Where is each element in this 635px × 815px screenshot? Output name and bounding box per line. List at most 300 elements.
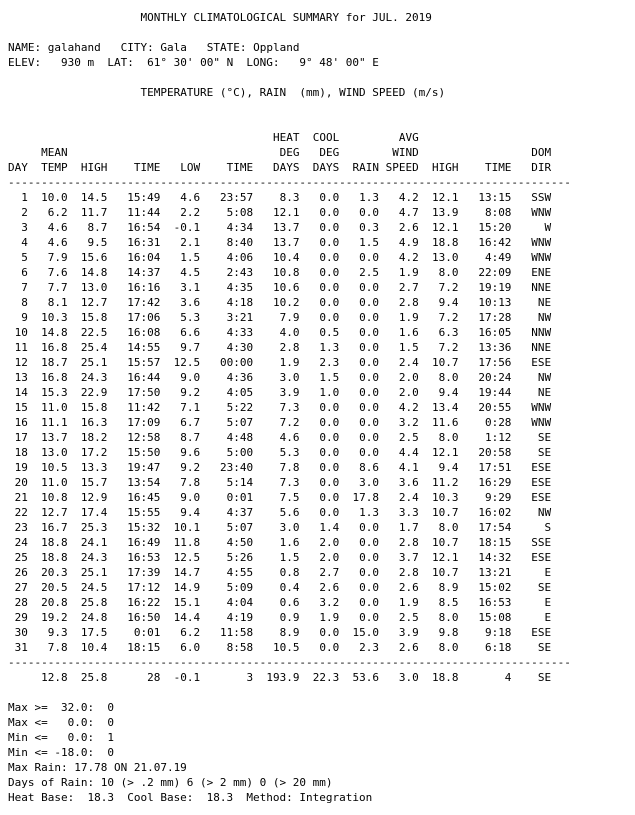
table-cell: 20:55 bbox=[458, 401, 512, 414]
table-cell: 3.0 bbox=[253, 521, 300, 534]
table-cell: ESE bbox=[511, 476, 552, 489]
table-cell: 28 bbox=[8, 596, 28, 609]
header-cell bbox=[253, 116, 299, 129]
table-cell: 24 bbox=[8, 536, 28, 549]
table-row bbox=[8, 280, 628, 295]
table-cell: 7.2 bbox=[418, 341, 459, 354]
table-cell: 0.0 bbox=[299, 296, 340, 309]
table-cell: 8.7 bbox=[67, 221, 108, 234]
table-cell: 0.0 bbox=[299, 251, 340, 264]
table-cell: 12 bbox=[8, 356, 28, 369]
table-cell: 15.8 bbox=[67, 311, 108, 324]
table-cell: 4:05 bbox=[200, 386, 254, 399]
table-cell: 9.4 bbox=[160, 506, 201, 519]
table-cell: 16:49 bbox=[107, 536, 161, 549]
station-name: galahand bbox=[47, 41, 101, 54]
table-cell: 0.0 bbox=[339, 536, 379, 549]
table-cell: SSW bbox=[511, 191, 552, 204]
table-cell: 4:50 bbox=[200, 536, 254, 549]
table-cell: 30 bbox=[8, 626, 28, 639]
table-cell: 11:42 bbox=[107, 401, 161, 414]
table-cell: 5:07 bbox=[200, 416, 254, 429]
table-cell: 8.0 bbox=[418, 641, 459, 654]
table-cell: 16:02 bbox=[458, 506, 512, 519]
table-cell: 14.9 bbox=[160, 581, 201, 594]
table-cell: 6.2 bbox=[27, 206, 68, 219]
table-cell: 15:20 bbox=[458, 221, 512, 234]
header-row-3 bbox=[8, 145, 628, 160]
table-cell: 9:29 bbox=[458, 491, 512, 504]
table-cell: 13.9 bbox=[418, 206, 459, 219]
table-cell: 15:50 bbox=[107, 446, 161, 459]
table-cell: 7 bbox=[8, 281, 28, 294]
table-cell: 0.0 bbox=[339, 581, 379, 594]
table-cell: 12.1 bbox=[418, 446, 459, 459]
table-row bbox=[8, 460, 628, 475]
table-cell: 8:58 bbox=[200, 641, 254, 654]
table-cell: 25.8 bbox=[67, 596, 108, 609]
table-cell: 4:48 bbox=[200, 431, 254, 444]
summary-cell: 4 bbox=[458, 671, 512, 684]
table-cell: 3.7 bbox=[378, 551, 419, 564]
table-cell: 24.3 bbox=[67, 371, 108, 384]
table-row bbox=[8, 580, 628, 595]
table-cell: 17.5 bbox=[67, 626, 108, 639]
table-cell: 7.3 bbox=[253, 476, 300, 489]
table-cell: NNE bbox=[511, 281, 552, 294]
table-cell: 20.3 bbox=[27, 566, 68, 579]
table-cell: 19:44 bbox=[458, 386, 512, 399]
table-cell: NNE bbox=[511, 341, 552, 354]
table-cell: 4:55 bbox=[200, 566, 254, 579]
summary-row bbox=[8, 670, 628, 685]
table-cell: 0.0 bbox=[339, 416, 379, 429]
header-cell: TIME bbox=[458, 161, 512, 174]
table-cell: 17:50 bbox=[107, 386, 161, 399]
header-cell: DIR bbox=[511, 161, 552, 174]
table-cell: WNW bbox=[511, 401, 552, 414]
table-cell: 25.3 bbox=[67, 521, 108, 534]
blank-line bbox=[8, 70, 628, 85]
table-cell: 9.2 bbox=[160, 386, 201, 399]
table-row bbox=[8, 610, 628, 625]
summary-cell bbox=[8, 671, 28, 684]
table-cell: 9.0 bbox=[160, 491, 201, 504]
header-cell bbox=[8, 131, 28, 144]
table-cell: 16:22 bbox=[107, 596, 161, 609]
table-cell: 10.5 bbox=[253, 641, 300, 654]
table-cell: NE bbox=[511, 296, 552, 309]
header-cell: DAY bbox=[8, 161, 28, 174]
table-cell: 21 bbox=[8, 491, 28, 504]
table-cell: WNW bbox=[511, 206, 552, 219]
header-cell bbox=[160, 146, 200, 159]
header-cell bbox=[419, 131, 459, 144]
table-cell: 4:35 bbox=[200, 281, 254, 294]
table-cell: 4:04 bbox=[200, 596, 254, 609]
table-cell: 9.4 bbox=[418, 461, 459, 474]
table-cell: 8:08 bbox=[458, 206, 512, 219]
table-cell: SE bbox=[511, 446, 552, 459]
table-cell: 16:04 bbox=[107, 251, 161, 264]
table-cell: 0.0 bbox=[339, 311, 379, 324]
table-cell: 17:56 bbox=[458, 356, 512, 369]
table-cell: -0.1 bbox=[160, 221, 201, 234]
table-row bbox=[8, 205, 628, 220]
table-cell: 6.6 bbox=[160, 326, 201, 339]
table-row bbox=[8, 535, 628, 550]
table-cell: 9.0 bbox=[160, 371, 201, 384]
table-row bbox=[8, 505, 628, 520]
header-cell bbox=[339, 146, 379, 159]
table-cell: NW bbox=[511, 506, 552, 519]
table-cell: 12.7 bbox=[27, 506, 68, 519]
table-cell: 0.0 bbox=[339, 386, 379, 399]
table-cell: 16:31 bbox=[107, 236, 161, 249]
header-cell: TEMP bbox=[27, 161, 68, 174]
summary-cell: 18.8 bbox=[418, 671, 459, 684]
table-cell: 15:32 bbox=[107, 521, 161, 534]
table-row bbox=[8, 220, 628, 235]
table-cell: 1.0 bbox=[299, 386, 340, 399]
table-cell: 11.0 bbox=[27, 476, 68, 489]
table-cell: WNW bbox=[511, 416, 552, 429]
summary-cell: 3.0 bbox=[378, 671, 419, 684]
table-cell: 6 bbox=[8, 266, 28, 279]
header-row-2 bbox=[8, 130, 628, 145]
table-cell: 6.3 bbox=[418, 326, 459, 339]
table-cell: 1.7 bbox=[378, 521, 419, 534]
header-cell: RAIN bbox=[339, 161, 379, 174]
table-cell: 6.0 bbox=[160, 641, 201, 654]
table-cell: 1.3 bbox=[339, 506, 379, 519]
table-cell: 2.8 bbox=[378, 566, 419, 579]
units-pad bbox=[8, 86, 140, 99]
table-cell: SE bbox=[511, 431, 552, 444]
table-row bbox=[8, 355, 628, 370]
table-cell: 8:40 bbox=[200, 236, 254, 249]
table-cell: SE bbox=[511, 641, 552, 654]
table-cell: 12.1 bbox=[253, 206, 300, 219]
table-cell: 2 bbox=[8, 206, 28, 219]
table-cell: 1.3 bbox=[339, 191, 379, 204]
table-cell: 16 bbox=[8, 416, 28, 429]
table-cell: 11.2 bbox=[418, 476, 459, 489]
table-cell: 7.1 bbox=[160, 401, 201, 414]
table-cell: 8.3 bbox=[253, 191, 300, 204]
table-cell: 1.9 bbox=[378, 596, 419, 609]
header-cell: SPEED bbox=[378, 161, 419, 174]
station-state: Oppland bbox=[253, 41, 300, 54]
table-row bbox=[8, 445, 628, 460]
footer-max-ge-32: Max >= 32.0: 0 bbox=[8, 701, 114, 714]
summary-cell: -0.1 bbox=[160, 671, 201, 684]
table-cell: 4:36 bbox=[200, 371, 254, 384]
table-cell: 7.2 bbox=[418, 311, 459, 324]
table-cell: 13.7 bbox=[27, 431, 68, 444]
table-cell: 0.0 bbox=[299, 401, 340, 414]
table-cell: 2.8 bbox=[253, 341, 300, 354]
table-row bbox=[8, 325, 628, 340]
table-cell: 0.0 bbox=[339, 251, 379, 264]
table-cell: 10.1 bbox=[160, 521, 201, 534]
summary-cell: 28 bbox=[107, 671, 161, 684]
table-cell: 4:33 bbox=[200, 326, 254, 339]
summary-cell: 25.8 bbox=[67, 671, 108, 684]
header-cell: DAYS bbox=[253, 161, 300, 174]
table-cell: 11.6 bbox=[418, 416, 459, 429]
table-cell: 25.1 bbox=[67, 356, 108, 369]
table-cell: 6.7 bbox=[160, 416, 201, 429]
table-cell: 1.5 bbox=[160, 251, 201, 264]
table-cell: 4.4 bbox=[378, 446, 419, 459]
table-cell: E bbox=[511, 611, 552, 624]
footer-bases: Heat Base: 18.3 Cool Base: 18.3 Method: Integration bbox=[8, 791, 373, 804]
table-cell: 15.3 bbox=[27, 386, 68, 399]
table-row bbox=[8, 310, 628, 325]
table-cell: 10.7 bbox=[418, 536, 459, 549]
table-cell: 4 bbox=[8, 236, 28, 249]
divider-rule: ------------------------------------------------------------------------------------- bbox=[8, 176, 571, 189]
table-cell: 2:43 bbox=[200, 266, 254, 279]
header-cell: AVG bbox=[378, 131, 419, 144]
table-cell: 8.0 bbox=[418, 371, 459, 384]
table-cell: 0.0 bbox=[299, 416, 340, 429]
divider-rule: ------------------------------------------------------------------------------------- bbox=[8, 656, 571, 669]
table-cell: 14 bbox=[8, 386, 28, 399]
table-cell: 0.0 bbox=[299, 206, 340, 219]
table-cell: 0.0 bbox=[339, 341, 379, 354]
header-cell: HEAT bbox=[253, 131, 300, 144]
footer-days-of-rain: Days of Rain: 10 (> .2 mm) 6 (> 2 mm) 0 (> 20 mm) bbox=[8, 776, 333, 789]
table-cell: 9 bbox=[8, 311, 28, 324]
units-text: TEMPERATURE (°C), RAIN (mm), WIND SPEED (m/s) bbox=[140, 86, 446, 99]
header-cell: LOW bbox=[160, 161, 201, 174]
table-cell: 15.0 bbox=[339, 626, 379, 639]
table-cell: 15:57 bbox=[107, 356, 161, 369]
table-cell: 19:47 bbox=[107, 461, 161, 474]
table-cell: 3.9 bbox=[253, 386, 300, 399]
title-text: MONTHLY CLIMATOLOGICAL SUMMARY for JUL. 2019 bbox=[140, 11, 432, 24]
table-cell: 15:02 bbox=[458, 581, 512, 594]
table-cell: 0.0 bbox=[339, 326, 379, 339]
table-cell: 7.9 bbox=[27, 251, 68, 264]
table-cell: 1.9 bbox=[378, 266, 419, 279]
table-cell: SSE bbox=[511, 536, 552, 549]
header-cell: TIME bbox=[107, 161, 161, 174]
header-cell bbox=[28, 116, 68, 129]
table-cell: 16:50 bbox=[107, 611, 161, 624]
table-cell: 17:42 bbox=[107, 296, 161, 309]
table-cell: 16.8 bbox=[27, 341, 68, 354]
table-cell: 2.8 bbox=[378, 536, 419, 549]
table-cell: 5:22 bbox=[200, 401, 254, 414]
table-cell: 3.2 bbox=[378, 416, 419, 429]
table-cell: 24.5 bbox=[67, 581, 108, 594]
table-cell: 4:19 bbox=[200, 611, 254, 624]
table-cell: 3.6 bbox=[378, 476, 419, 489]
table-cell: 7.5 bbox=[253, 491, 300, 504]
station-lat: 61° 30' 00" N bbox=[147, 56, 234, 69]
table-cell: 0.0 bbox=[339, 596, 379, 609]
summary-cell: 193.9 bbox=[253, 671, 300, 684]
table-cell: 3:21 bbox=[200, 311, 254, 324]
table-cell: 4.2 bbox=[378, 191, 419, 204]
table-cell: E bbox=[511, 596, 552, 609]
table-cell: 16:45 bbox=[107, 491, 161, 504]
table-cell: 0.0 bbox=[299, 191, 340, 204]
table-cell: SE bbox=[511, 581, 552, 594]
table-cell: 8.5 bbox=[418, 596, 459, 609]
table-row bbox=[8, 565, 628, 580]
table-cell: 18.8 bbox=[418, 236, 459, 249]
table-cell: 13.0 bbox=[67, 281, 108, 294]
table-cell: 5.3 bbox=[160, 311, 201, 324]
table-cell: 13.7 bbox=[253, 236, 300, 249]
summary-cell: SE bbox=[511, 671, 552, 684]
table-cell: 14.4 bbox=[160, 611, 201, 624]
table-cell: 2.5 bbox=[378, 611, 419, 624]
table-cell: 10.5 bbox=[27, 461, 68, 474]
table-row bbox=[8, 400, 628, 415]
header-row-1 bbox=[8, 115, 628, 130]
header-cell bbox=[419, 116, 459, 129]
table-cell: 0:01 bbox=[107, 626, 161, 639]
table-cell: 7.9 bbox=[253, 311, 300, 324]
table-cell: 10.6 bbox=[253, 281, 300, 294]
table-row bbox=[8, 595, 628, 610]
table-cell: 0.0 bbox=[339, 281, 379, 294]
table-cell: 13:21 bbox=[458, 566, 512, 579]
table-cell: 10.8 bbox=[27, 491, 68, 504]
table-cell: 0.0 bbox=[339, 446, 379, 459]
table-cell: 0.0 bbox=[339, 371, 379, 384]
table-cell: 15.8 bbox=[67, 401, 108, 414]
table-row bbox=[8, 490, 628, 505]
table-cell: 3.2 bbox=[299, 596, 340, 609]
table-cell: 3.1 bbox=[160, 281, 201, 294]
table-cell: 4.6 bbox=[27, 221, 68, 234]
table-cell: 2.1 bbox=[160, 236, 201, 249]
table-cell: 13:15 bbox=[458, 191, 512, 204]
table-cell: 0:28 bbox=[458, 416, 512, 429]
table-cell: 1.4 bbox=[299, 521, 340, 534]
table-row bbox=[8, 625, 628, 640]
table-cell: 5:08 bbox=[200, 206, 254, 219]
report-title bbox=[8, 10, 628, 25]
header-cell bbox=[379, 116, 419, 129]
table-cell: 15:08 bbox=[458, 611, 512, 624]
station-city: Gala bbox=[160, 41, 187, 54]
table-cell: 17:39 bbox=[107, 566, 161, 579]
table-cell: 18.8 bbox=[27, 536, 68, 549]
header-cell bbox=[419, 146, 459, 159]
header-cell bbox=[28, 131, 68, 144]
table-cell: 11.7 bbox=[67, 206, 108, 219]
table-cell: 1.5 bbox=[378, 341, 419, 354]
table-cell: 0.0 bbox=[299, 311, 340, 324]
table-cell: 23:57 bbox=[200, 191, 254, 204]
table-cell: 14.8 bbox=[67, 266, 108, 279]
header-cell bbox=[200, 116, 253, 129]
table-cell: 0.9 bbox=[253, 611, 300, 624]
table-cell: 4.5 bbox=[160, 266, 201, 279]
table-cell: 19.2 bbox=[27, 611, 68, 624]
header-cell: HIGH bbox=[67, 161, 108, 174]
table-cell: 11.8 bbox=[160, 536, 201, 549]
header-cell bbox=[200, 131, 253, 144]
table-cell: WNW bbox=[511, 236, 552, 249]
table-cell: E bbox=[511, 566, 552, 579]
table-cell: 3 bbox=[8, 221, 28, 234]
location-line: ELEV: 930 m LAT: 61° 30' 00" N LONG: 9° 48' 00" E bbox=[8, 56, 379, 69]
table-cell: 4.6 bbox=[160, 191, 201, 204]
table-cell: 17:09 bbox=[107, 416, 161, 429]
table-cell: 3.6 bbox=[160, 296, 201, 309]
table-cell: 18:15 bbox=[458, 536, 512, 549]
table-cell: 16:53 bbox=[107, 551, 161, 564]
table-cell: 8.0 bbox=[418, 431, 459, 444]
table-cell: 13.3 bbox=[67, 461, 108, 474]
table-cell: 26 bbox=[8, 566, 28, 579]
header-cell bbox=[339, 116, 379, 129]
table-cell: ESE bbox=[511, 356, 552, 369]
header-cell bbox=[107, 131, 160, 144]
table-cell: 0.0 bbox=[299, 641, 340, 654]
table-cell: 2.0 bbox=[378, 386, 419, 399]
footer-min-le-m18: Min <= -18.0: 0 bbox=[8, 746, 114, 759]
table-cell: 11:44 bbox=[107, 206, 161, 219]
table-cell: 13.0 bbox=[418, 251, 459, 264]
table-cell: 13:36 bbox=[458, 341, 512, 354]
table-cell: 20.5 bbox=[27, 581, 68, 594]
header-cell bbox=[68, 146, 108, 159]
table-cell: 6.2 bbox=[160, 626, 201, 639]
table-cell: 0.5 bbox=[299, 326, 340, 339]
table-cell: 23:40 bbox=[200, 461, 254, 474]
table-cell: 0.0 bbox=[339, 551, 379, 564]
table-cell: 0.0 bbox=[339, 401, 379, 414]
table-cell: ESE bbox=[511, 626, 552, 639]
header-cell bbox=[511, 131, 551, 144]
table-cell: 11.0 bbox=[27, 401, 68, 414]
table-cell: NW bbox=[511, 311, 552, 324]
table-cell: 0.0 bbox=[339, 431, 379, 444]
table-row bbox=[8, 520, 628, 535]
table-cell: 17.8 bbox=[339, 491, 379, 504]
table-cell: 20 bbox=[8, 476, 28, 489]
table-cell: 8.0 bbox=[418, 521, 459, 534]
table-cell: 2.5 bbox=[378, 431, 419, 444]
header-cell bbox=[107, 146, 160, 159]
table-cell: 20:58 bbox=[458, 446, 512, 459]
table-cell: 10.4 bbox=[67, 641, 108, 654]
table-cell: 2.8 bbox=[378, 296, 419, 309]
table-cell: 7.2 bbox=[253, 416, 300, 429]
units-line bbox=[8, 85, 628, 100]
table-cell: 0.0 bbox=[339, 566, 379, 579]
summary-cell: 22.3 bbox=[299, 671, 340, 684]
table-cell: 7.8 bbox=[253, 461, 300, 474]
table-cell: 14:37 bbox=[107, 266, 161, 279]
table-cell: 13:54 bbox=[107, 476, 161, 489]
footer-max-rain: Max Rain: 17.78 ON 21.07.19 bbox=[8, 761, 187, 774]
table-cell: 16.3 bbox=[67, 416, 108, 429]
table-cell: 10.4 bbox=[253, 251, 300, 264]
table-cell: 2.4 bbox=[378, 356, 419, 369]
table-cell: 18 bbox=[8, 446, 28, 459]
table-cell: 7.3 bbox=[253, 401, 300, 414]
